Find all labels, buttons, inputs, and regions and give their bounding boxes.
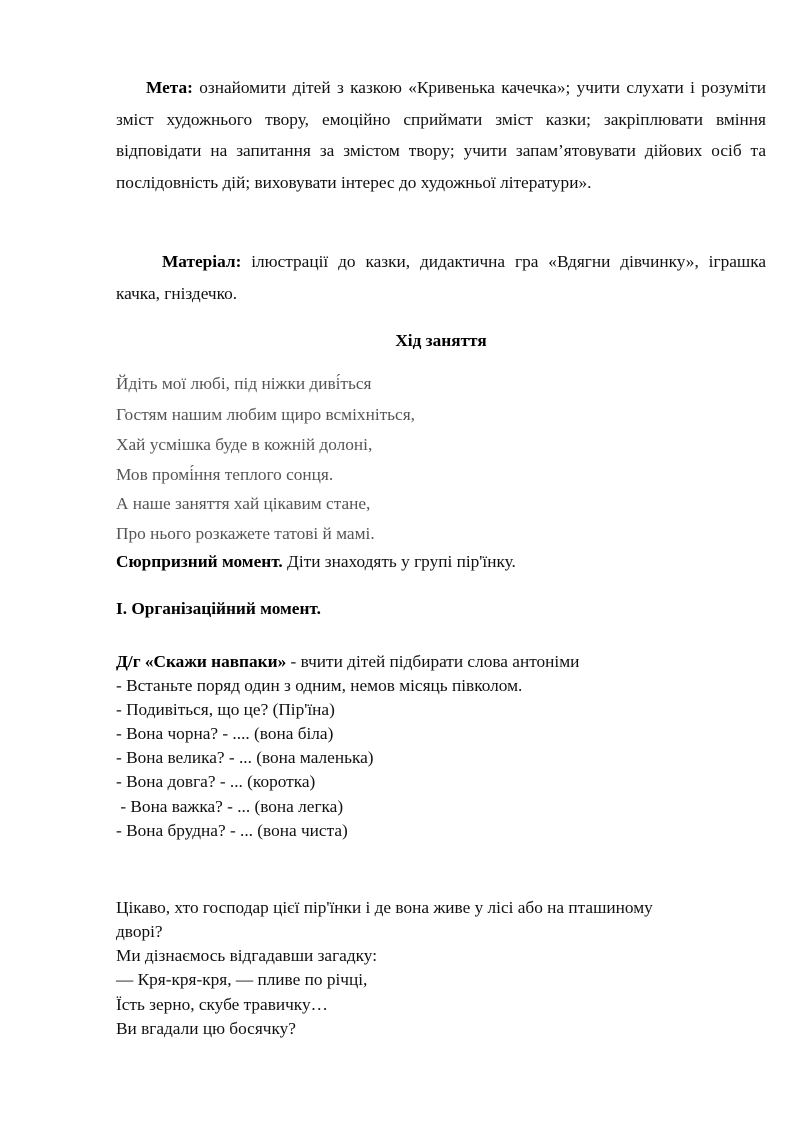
dialog-line: - Вона чорна? - .... (вона біла) xyxy=(116,724,334,743)
goal-paragraph xyxy=(116,72,766,198)
game-label: Д/г «Скажи навпаки» xyxy=(116,652,287,671)
goal-label: Мета: xyxy=(146,78,193,97)
dialog-line: - Вона важка? - ... (вона легка) xyxy=(116,797,344,816)
dialog-line: - Вона довга? - ... (коротка) xyxy=(116,772,316,791)
material-text: ілюстрації до казки, дидактична гра «Вдягни дівчинку», іграшка качка, гніздечко. xyxy=(116,252,766,303)
dialog-line: - Вона брудна? - ... (вона чиста) xyxy=(116,821,348,840)
material-label: Матеріал: xyxy=(162,252,242,271)
poem-line: Гостям нашим любим щиро всміхніться, xyxy=(116,405,415,424)
dialog-line: - Вона велика? - ... (вона маленька) xyxy=(116,748,374,767)
dialog-line: - Подивіться, що це? (Пір'їна) xyxy=(116,700,335,719)
riddle-line: — Кря-кря-кря, — пливе по річці, xyxy=(116,970,368,989)
goal-text: ознайомити дітей з казкою «Кривенька качечка»; учити слухати і розуміти зміст художнього твору, емоційно сприймати зміст казки; закріплювати вміння відповідати на запитання за змістом твору; учити запам’ятовувати дійових осіб та послідовність дій; виховувати інтерес до художньої літератури». xyxy=(116,78,766,192)
poem-line: Мов промі́ння теплого сонця. xyxy=(116,465,334,484)
material-paragraph xyxy=(116,246,766,309)
riddle-line: Ви вгадали цю босячку? xyxy=(116,1019,296,1038)
game-text: - вчити дітей підбирати слова антоніми xyxy=(286,652,580,671)
surprise-text: Діти знаходять у групі пір'їнку. xyxy=(282,552,516,571)
riddle-line: Ми дізнаємось відгадавши загадку: xyxy=(116,946,377,965)
riddle-line: Їсть зерно, скубе травичку… xyxy=(116,995,328,1014)
riddle-question-line: дворі? xyxy=(116,922,163,941)
poem-line: Хай усмішка буде в кожній долоні, xyxy=(116,435,373,454)
lesson-title: Хід заняття xyxy=(395,331,487,350)
poem-line: Про нього розкажете татові й мамі. xyxy=(116,524,375,543)
surprise-paragraph xyxy=(116,552,516,572)
dialog-line: - Встаньте поряд один з одним, немов місяць півколом. xyxy=(116,676,523,695)
surprise-label: Сюрпризний момент. xyxy=(116,552,283,571)
riddle-question-line: Цікаво, хто господар цієї пір'їнки і де вона живе у лісі або на пташиному xyxy=(116,898,653,917)
section-title: І. Організаційний момент. xyxy=(116,599,321,618)
poem-line: А наше заняття хай цікавим стане, xyxy=(116,494,371,513)
poem-line: Йдіть мої любі, під ніжки диві́ться xyxy=(116,374,372,393)
game-heading xyxy=(116,652,579,672)
